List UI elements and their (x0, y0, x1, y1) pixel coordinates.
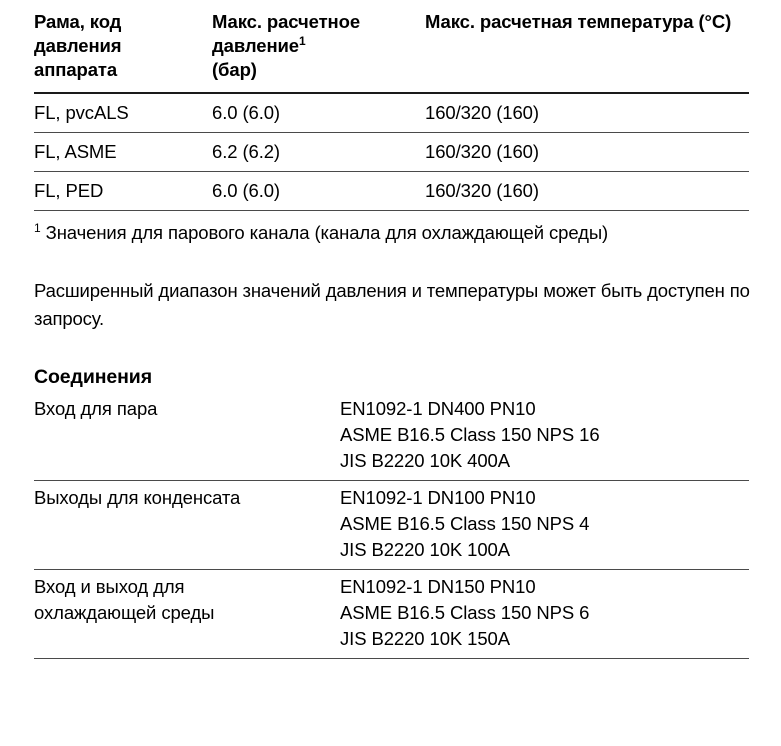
cell-frame: FL, pvcALS (34, 102, 129, 123)
table-row (34, 93, 749, 133)
connection-standard-asme: ASME B16.5 Class 150 NPS 16 (340, 424, 600, 445)
connection-standard-en: EN1092-1 DN150 PN10 (340, 576, 536, 597)
column-header-frame-label: Рама, код давления аппарата (34, 11, 122, 80)
connection-label-line-2: охлаждающей среды (34, 602, 215, 623)
section-title-connections: Соединения (34, 366, 152, 388)
connection-label: Вход для пара (34, 398, 158, 419)
table-footnote (34, 219, 734, 247)
column-header-pressure-unit: (бар) (212, 59, 257, 80)
connection-label: Выходы для конденсата (34, 487, 241, 508)
cell-frame: FL, ASME (34, 141, 117, 162)
footnote-reference-icon: 1 (299, 33, 306, 48)
body-paragraph: Расширенный диапазон значений давления и температуры может быть доступен по запросу. (34, 280, 750, 329)
column-header-frame (34, 10, 212, 93)
connection-standard-asme: ASME B16.5 Class 150 NPS 4 (340, 513, 590, 534)
connection-standard-en: EN1092-1 DN100 PN10 (340, 487, 536, 508)
cell-pressure: 6.2 (6.2) (212, 141, 280, 162)
connection-standard-jis: JIS B2220 10K 100A (340, 539, 510, 560)
connections-table-body (34, 392, 749, 659)
connection-values (340, 481, 749, 570)
cell-pressure: 6.0 (6.0) (212, 102, 280, 123)
connection-values (340, 392, 749, 481)
table-header-row (34, 10, 749, 93)
connections-row (34, 570, 749, 659)
cell-pressure: 6.0 (6.0) (212, 180, 280, 201)
specification-table (34, 10, 749, 211)
connection-standard-jis: JIS B2220 10K 150A (340, 628, 510, 649)
footnote-marker: 1 (34, 220, 41, 235)
column-header-pressure-label: Макс. расчетное давление (212, 11, 361, 56)
connection-label-line-1: Вход и выход для (34, 576, 185, 597)
document-page (34, 0, 764, 659)
column-header-temperature (425, 10, 749, 93)
connections-row (34, 392, 749, 481)
cell-temperature: 160/320 (160) (425, 102, 539, 123)
connection-standard-jis: JIS B2220 10K 400A (340, 450, 510, 471)
specification-table-body (34, 93, 749, 211)
cell-temperature: 160/320 (160) (425, 180, 539, 201)
table-row (34, 133, 749, 172)
cell-frame: FL, PED (34, 180, 104, 201)
column-header-pressure (212, 10, 425, 93)
connections-table (34, 392, 749, 659)
connection-label (34, 570, 340, 659)
connections-row (34, 481, 749, 570)
cell-temperature: 160/320 (160) (425, 141, 539, 162)
table-row (34, 172, 749, 211)
connection-standard-en: EN1092-1 DN400 PN10 (340, 398, 536, 419)
connection-values (340, 570, 749, 659)
specification-table-head (34, 10, 749, 93)
connection-standard-asme: ASME B16.5 Class 150 NPS 6 (340, 602, 590, 623)
column-header-temperature-label: Макс. расчетная температура (°C) (425, 11, 732, 32)
footnote-text: Значения для парового канала (канала для охлаждающей среды) (40, 222, 609, 243)
